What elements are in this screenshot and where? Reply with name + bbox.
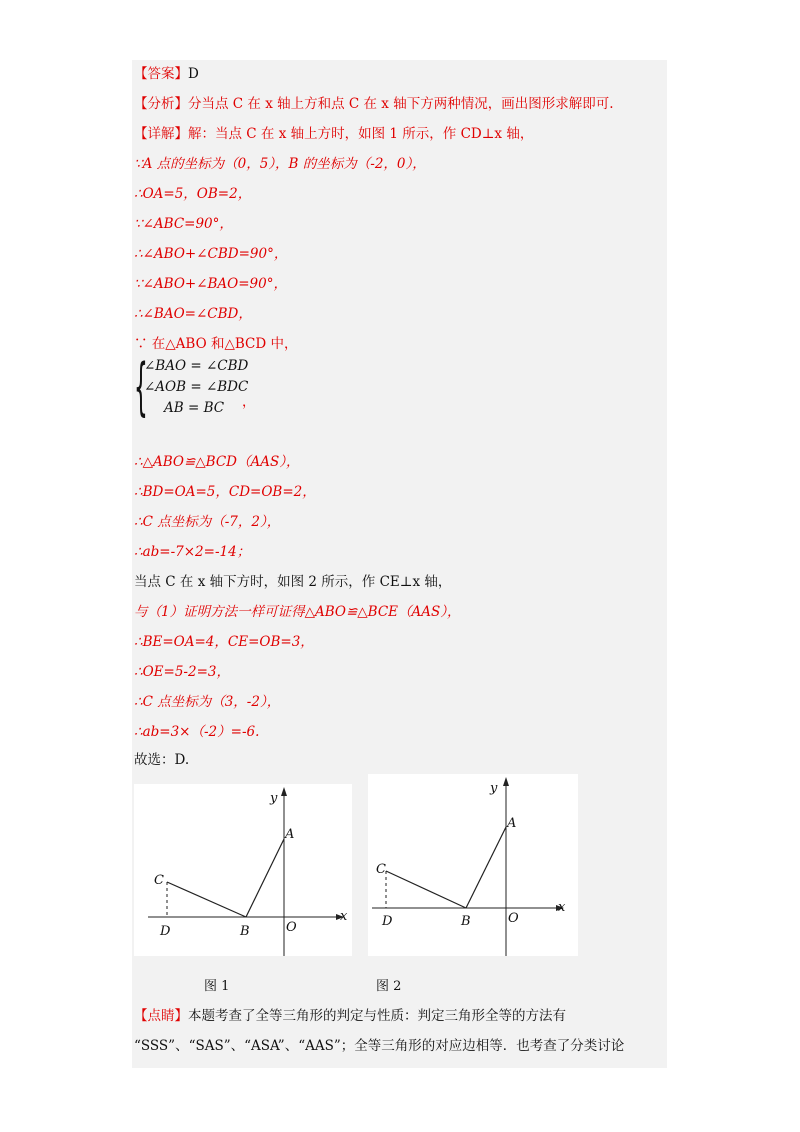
label-y: y [270,791,278,806]
label-a: A [285,827,295,842]
step-line: ∵ 在△ABO 和△BCD 中， [134,336,298,352]
step-line: ∵∠ABC=90°， [134,216,233,232]
label-b: B [461,914,471,929]
figure-1 [134,784,352,956]
comment-line-1 [134,1006,566,1026]
label-o: O [286,920,297,935]
analysis-line [134,94,614,114]
comment-text-1: 本题考查了全等三角形的判定与性质：判定三角形全等的方法有 [188,1008,566,1024]
step-line: 当点 C 在 x 轴下方时，如图 2 所示，作 CE⊥x 轴， [134,574,452,590]
label-x: x [340,909,348,924]
step-line: ∴ab=3×（-2）=-6. [134,724,260,740]
equation-system [134,350,274,423]
equation-1: ∠BAO = ∠CBD [144,358,249,374]
step-line: ∵A 点的坐标为（0，5），B 的坐标为（-2，0）， [134,156,426,172]
equation-3: AB = BC [164,400,225,416]
step-line: ∴∠BAO=∠CBD， [134,306,252,322]
answer-tag: 【答案】 [134,66,188,82]
figure-2-caption: 图 2 [376,979,402,994]
label-x: x [558,900,566,915]
equation-trail: ， [242,394,256,410]
step-line: ∴OE=5-2=3， [134,664,230,680]
analysis-tag: 【分析】 [134,96,188,112]
label-b: B [240,924,250,939]
segment-ba [466,827,506,908]
comment-line-2: “SSS”、“SAS”、“ASA”、“AAS”；全等三角形的对应边相等．也考查了分类讨论 [134,1038,625,1054]
label-d: D [382,914,393,929]
brace-icon: { [134,350,148,423]
y-axis-arrow-icon [281,787,287,796]
step-line: 与（1）证明方法一样可证得△ABO≌△BCE（AAS）， [134,604,461,620]
detail-tag: 【详解】 [134,126,188,142]
step-line: ∴△ABO≌△BCD（AAS）， [134,454,300,470]
label-c: C [376,862,386,877]
segment-cb [167,882,246,917]
figure-1-caption: 图 1 [204,979,230,994]
answer-line [134,64,199,84]
label-a: A [507,816,517,831]
comment-tag: 【点睛】 [134,1008,188,1024]
label-c: C [154,873,164,888]
step-line: ∴OA=5，OB=2， [134,186,252,202]
y-axis-arrow-icon [503,777,509,786]
segment-cb [386,871,466,908]
equation-2: ∠AOB = ∠BDC [144,379,249,395]
label-d: D [160,924,171,939]
step-line: ∴C 点坐标为（-7，2）， [134,514,281,530]
label-y: y [490,781,498,796]
detail-line [134,124,533,144]
analysis-text: 分当点 C 在 x 轴上方和点 C 在 x 轴下方两种情况，画出图形求解即可. [188,96,614,112]
step-line: ∴∠ABO+∠CBD=90°， [134,246,288,262]
step-line: ∴C 点坐标为（3，-2）， [134,694,281,710]
step-line: ∴BE=OA=4，CE=OB=3， [134,634,314,650]
label-o: O [508,911,519,926]
detail-text: 解：当点 C 在 x 轴上方时，如图 1 所示，作 CD⊥x 轴， [188,126,534,142]
segment-ba [246,839,284,917]
step-line: ∴ab=-7×2=-14； [134,544,251,560]
answer-value: D [188,66,199,82]
step-line: ∴BD=OA=5，CD=OB=2， [134,484,316,500]
choice-line: 故选：D. [134,752,190,768]
step-line: ∵∠ABO+∠BAO=90°， [134,276,287,292]
figure-2 [368,774,578,956]
